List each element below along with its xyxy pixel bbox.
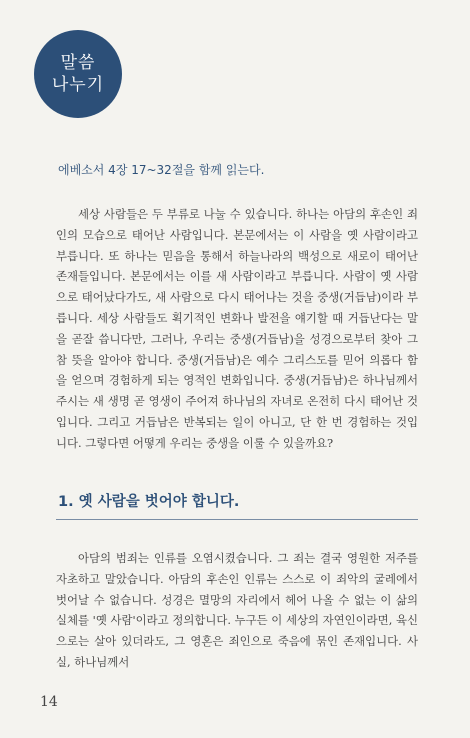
section-heading: 1. 옛 사람을 벗어야 합니다. — [58, 494, 240, 510]
page-number: 14 — [40, 694, 58, 710]
paragraph-2: 아담의 범죄는 인류를 오염시켰습니다. 그 죄는 결국 영원한 저주를 자초하고 말았습니다. 아담의 후손인 인류는 스스로 이 죄악의 굴레에서 벗어날 수 없습니다. 성경은 멸망의 자리에서 헤어 나올 수 없는 이 삶의 실체를 '옛 사람'이라고 정의합니다. 누구든 이 세상의 자연인이라면, 육신으로는 살아 있더라도, 그 영혼은 죄인으로 죽음에 묶인 존재입니다. 사실, 하나님께서 — [56, 551, 418, 669]
scripture-reference: 에베소서 4장 17~32절을 함께 읽는다. — [58, 163, 265, 177]
badge-line1: 말씀 — [60, 53, 96, 73]
paragraph-1: 세상 사람들은 두 부류로 나눌 수 있습니다. 하나는 아담의 후손인 죄인의 모습으로 태어난 사람입니다. 본문에서는 이 사람을 옛 사람이라고 부릅니다. 또 하나는 믿음을 통해서 하늘나라의 백성으로 새로이 태어난 존재들입니다. 본문에서는 이를 새 사람이라고 부릅니다. 사람이 옛 사람으로 태어났다가도, 새 사람으로 다시 태어나는 것을 중생(거듭남)이라 부릅니다. 세상 사람들도 획기적인 변화나 발전을 얘기할 때 거듭난다는 말을 곧잘 씁니다만, 그러나, 우리는 중생(거듭남)을 성경으로부터 찾아 그 참 뜻을 알아야 합니다. 중생(거듭남)은 예수 그리스도를 믿어 의롭다 함을 얻으며 경험하게 되는 영적인 변화입니다. 중생(거듭남)은 하나님께서 주시는 새 생명 곧 영생이 주어져 하나님의 자녀로 온전히 다시 태어난 것입니다. 그리고 거듭남은 반복되는 일이 아니고, 단 한 번 경험하는 것입니다. 그렇다면 어떻게 우리는 중생을 이룰 수 있을까요? — [56, 207, 418, 450]
badge-line2: 나누기 — [51, 75, 105, 95]
heading-divider — [56, 519, 418, 520]
section-badge — [34, 30, 122, 118]
